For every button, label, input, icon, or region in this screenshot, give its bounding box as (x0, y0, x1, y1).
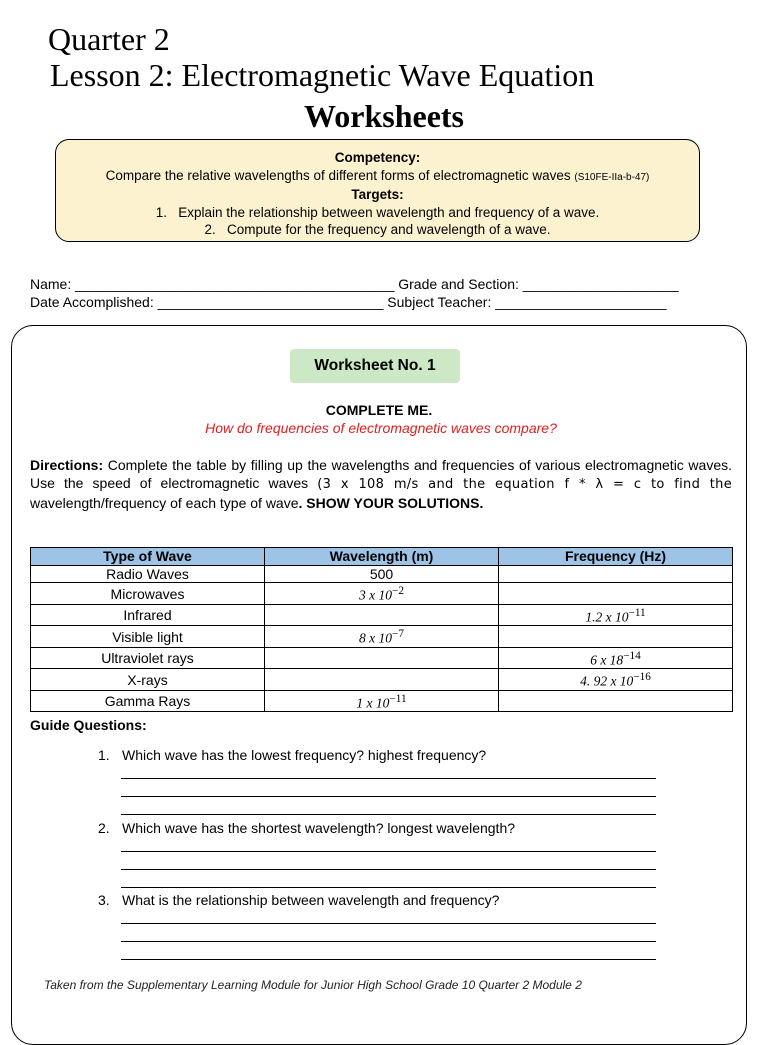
answer-line[interactable] (121, 851, 656, 852)
answer-line[interactable] (121, 959, 656, 960)
name-grade-line (30, 275, 679, 293)
table-row (31, 647, 733, 669)
answer-line[interactable] (121, 814, 656, 815)
answer-line[interactable] (121, 923, 656, 924)
wave-table (30, 547, 733, 712)
cell-type: Microwaves (31, 583, 265, 605)
table-row (31, 626, 733, 648)
cell-type: Gamma Rays (31, 690, 265, 712)
name-field[interactable]: Name: _________________________________________ (30, 276, 395, 292)
cell-frequency[interactable] (499, 626, 733, 648)
answer-line[interactable] (121, 796, 656, 797)
cell-type: X-rays (31, 669, 265, 691)
cell-frequency[interactable] (499, 690, 733, 712)
table-row (31, 669, 733, 691)
competency-text-line (56, 167, 699, 187)
cell-type: Ultraviolet rays (31, 647, 265, 669)
cell-wavelength[interactable] (265, 647, 499, 669)
competency-text: Compare the relative wavelengths of different forms of electromagnetic waves (105, 167, 571, 183)
answer-line[interactable] (121, 887, 656, 888)
guide-question-1: 1. Which wave has the lowest frequency? highest frequency? (98, 747, 487, 763)
cell-frequency[interactable]: 1.2 x $10^{-11}$ (499, 604, 733, 626)
guide-questions-heading: Guide Questions: (30, 717, 147, 733)
target-item-1: 1. Explain the relationship between wavelength and frequency of a wave. (155, 204, 600, 220)
directions-show: . SHOW YOUR SOLUTIONS. (298, 495, 484, 511)
cell-type: Radio Waves (31, 565, 265, 583)
cell-frequency[interactable]: 4. 92 x $10^{-16}$ (499, 669, 733, 691)
cell-wavelength[interactable]: 1 x $10^{-11}$ (265, 690, 499, 712)
header-wavelength: Wavelength (m) (265, 548, 499, 566)
table-row (31, 690, 733, 712)
cell-frequency[interactable] (499, 565, 733, 583)
header-type: Type of Wave (31, 548, 265, 566)
cell-wavelength[interactable] (265, 604, 499, 626)
table-row (31, 604, 733, 626)
activity-title: COMPLETE ME. (325, 402, 433, 418)
teacher-field[interactable]: Subject Teacher: ______________________ (383, 294, 667, 310)
guide-question-2: 2. Which wave has the shortest wavelength? longest wavelength? (98, 820, 516, 836)
cell-type: Visible light (31, 626, 265, 648)
lesson-title: Lesson 2: Electromagnetic Wave Equation (50, 57, 595, 93)
cell-wavelength[interactable] (265, 669, 499, 691)
competency-box (55, 139, 700, 242)
cell-frequency[interactable]: 6 x $18^{-14}$ (499, 647, 733, 669)
cell-wavelength[interactable]: 8 x $10^{-7}$ (265, 626, 499, 648)
cell-wavelength[interactable]: 500 (265, 565, 499, 583)
cell-wavelength[interactable]: 3 x $10^{-2}$ (265, 583, 499, 605)
quarter-title: Quarter 2 (48, 21, 170, 57)
page-title: Worksheets (304, 98, 464, 134)
directions-text: Complete the table by filling up the wavelengths and frequencies of various electromagnetic waves. Use the speed of electromagnetic waves (30, 457, 732, 491)
answer-line[interactable] (121, 778, 656, 779)
directions (30, 456, 732, 512)
target-item-2: 2. Compute for the frequency and wavelength of a wave. (204, 222, 551, 237)
header-frequency: Frequency (Hz) (499, 548, 733, 566)
competency-code: (S10FE-IIa-b-47) (574, 171, 650, 183)
date-teacher-line (30, 293, 667, 311)
cell-type: Infrared (31, 604, 265, 626)
table-header-row (31, 548, 733, 566)
activity-question: How do frequencies of electromagnetic waves compare? (205, 420, 557, 436)
directions-label: Directions: (30, 457, 104, 473)
guide-question-3: 3. What is the relationship between wavelength and frequency? (98, 892, 500, 908)
competency-heading: Competency: (334, 150, 421, 165)
table-row (31, 583, 733, 605)
worksheet-number-badge: Worksheet No. 1 (290, 349, 460, 383)
targets-heading: Targets: (351, 187, 404, 202)
directions-formula: (3 x 108 m/s and the equation f * λ = c to find the (317, 477, 732, 492)
table-row (31, 565, 733, 583)
source-footer: Taken from the Supplementary Learning Module for Junior High School Grade 10 Quarter 2 Module 2 (44, 978, 582, 992)
grade-section-field[interactable]: Grade and Section: ____________________ (394, 276, 679, 292)
cell-frequency[interactable] (499, 583, 733, 605)
date-field[interactable]: Date Accomplished: _____________________________ (30, 294, 384, 310)
answer-line[interactable] (121, 941, 656, 942)
directions-text-2: wavelength/frequency of each type of wave (30, 495, 299, 511)
answer-line[interactable] (121, 869, 656, 870)
